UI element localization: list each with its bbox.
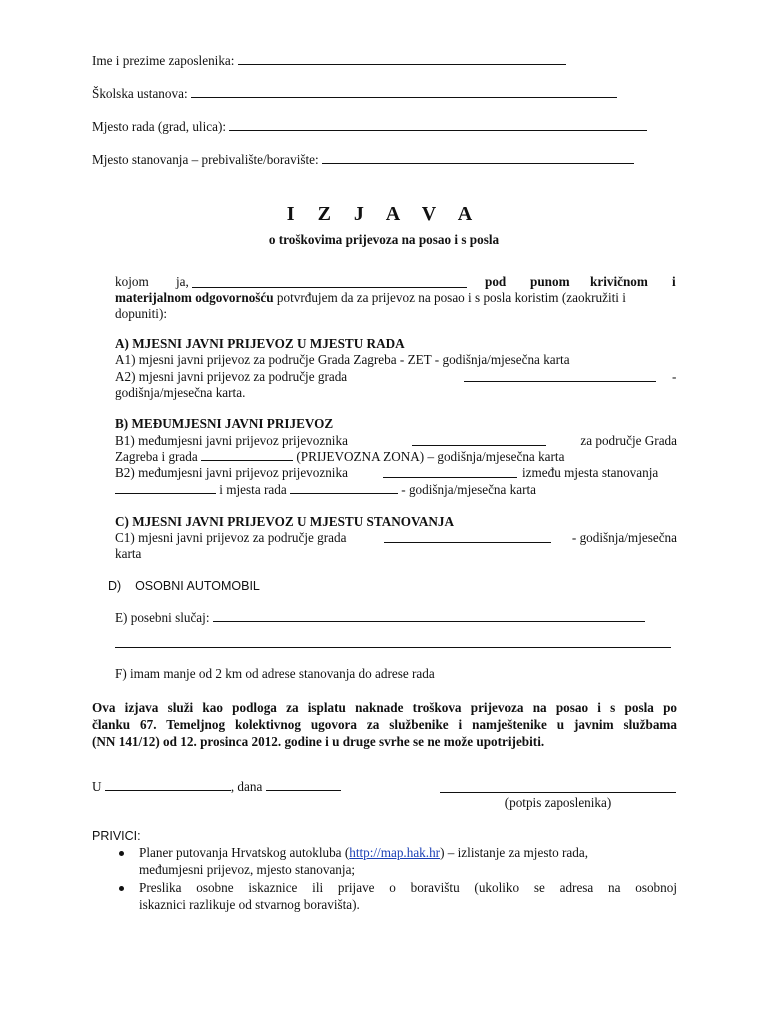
section-b2-karta: - godišnja/mjesečna karta — [401, 482, 537, 497]
section-b1-zagreb: Zagreba i grada — [115, 449, 198, 464]
hak-map-link[interactable]: http://map.hak.hr — [349, 845, 441, 860]
intro-i: i — [672, 274, 676, 289]
section-f[interactable]: F) imam manje od 2 km od adrese stanovanja do adrese rada — [115, 666, 435, 681]
workplace-field — [92, 119, 647, 135]
section-c1-continuation: karta — [115, 546, 142, 561]
section-d-car[interactable]: D) OSOBNI AUTOMOBIL — [108, 579, 260, 593]
signature-place-date — [92, 779, 341, 795]
intro-line3: dopuniti): — [115, 306, 168, 321]
workplace-label: Mjesto rada (grad, ulica): — [92, 119, 227, 134]
page-subtitle: o troškovima prijevoza na posao i s posla — [268, 232, 500, 247]
notice-line-2: članku 67. Temeljnog kolektivnog ugovora za službenike i namještenike u javnim službama — [92, 717, 677, 732]
section-b2-label[interactable]: B2) međumjesni javni prijevoz prijevoznika — [115, 465, 348, 480]
section-a2-label: A2) mjesni javni prijevoz za područje grada — [115, 369, 348, 384]
residence-blank[interactable] — [322, 162, 634, 164]
section-e-blank-line2[interactable] — [115, 646, 671, 648]
date-blank[interactable] — [266, 789, 341, 791]
section-e-label: E) posebni slučaj: — [115, 610, 210, 625]
intro-kriv: kriv — [590, 274, 614, 289]
section-a2-continuation: godišnja/mjesečna karta. — [115, 385, 246, 400]
attachment-1-post: ) – izlistanje za mjesto rada, — [440, 845, 588, 860]
section-a2-dash: - — [672, 369, 677, 384]
section-b2-right: između mjesta stanovanja — [522, 465, 659, 480]
section-b2-work-blank[interactable] — [290, 492, 398, 494]
section-a2-city-blank[interactable] — [464, 380, 656, 382]
employee-name-label: Ime i prezime zaposlenika: — [92, 53, 235, 68]
section-b1-label[interactable]: B1) međumjesni javni prijevoz prijevoznika — [115, 433, 348, 448]
notice-line-1: Ova izjava služi kao podloga za isplatu naknade troškova prijevoza na posao i s posla po — [92, 700, 677, 715]
section-b2-carrier-blank[interactable] — [383, 476, 517, 478]
section-e[interactable] — [115, 610, 645, 626]
section-b2-mjesta: i mjesta rada — [219, 482, 287, 497]
residence-label: Mjesto stanovanja – prebivalište/boravište: — [92, 152, 319, 167]
section-b2-line2 — [115, 482, 536, 498]
section-a-heading: A) MJESNI JAVNI PRIJEVOZ U MJESTU RADA — [115, 336, 405, 351]
intro-ja: ja, — [176, 274, 189, 289]
section-c-heading: C) MJESNI JAVNI PRIJEVOZ U MJESTU STANOVANJA — [115, 514, 454, 529]
signature-blank[interactable] — [440, 791, 676, 793]
employee-name-blank[interactable] — [238, 63, 566, 65]
employee-name-field — [92, 53, 566, 69]
section-c1-right: - godišnja/mjesečna — [571, 530, 677, 545]
section-c1-city-blank[interactable] — [384, 541, 551, 543]
section-a1[interactable]: A1) mjesni javni prijevoz za područje Grada Zagreba - ZET - godišnja/mjesečna karta — [115, 352, 570, 367]
section-b1-zone: (PRIJEVOZNA ZONA) – godišnja/mjesečna karta — [296, 449, 565, 464]
section-c1-label[interactable]: C1) mjesni javni prijevoz za područje grada — [115, 530, 347, 545]
page-title: I Z J A V A — [286, 203, 482, 225]
attachments-heading: PRIVICI: — [92, 829, 141, 843]
section-a2[interactable] — [115, 369, 347, 385]
workplace-blank[interactable] — [229, 129, 647, 131]
intro-punom: punom — [530, 274, 570, 289]
intro-krivicnom — [590, 274, 648, 290]
intro-pod: pod — [485, 274, 507, 289]
bullet-1 — [119, 851, 124, 856]
intro-rest1: potvrđujem da za prijevoz na posao i s posla koristim (zaokružiti i — [273, 290, 626, 305]
section-b-heading: B) MEĐUMJESNI JAVNI PRIJEVOZ — [115, 416, 334, 431]
attachment-2-line1: Preslika osobne iskaznice ili prijave o boravištu (ukoliko se adresa na osobnoj — [139, 880, 677, 895]
declarant-name-blank[interactable] — [192, 286, 467, 288]
residence-field — [92, 152, 634, 168]
signature-u: U — [92, 779, 102, 794]
attachment-2-line2: iskaznici razlikuje od stvarnog boravišta). — [139, 897, 360, 912]
section-b1-city-blank[interactable] — [201, 459, 293, 461]
signature-caption: (potpis zaposlenika) — [504, 795, 612, 810]
section-b1-line2 — [115, 449, 564, 465]
attachment-1-line1 — [139, 845, 588, 861]
section-b2-home-blank[interactable] — [115, 492, 216, 494]
intro-icnom: ičnom — [613, 274, 648, 289]
attachment-1-line2: međumjesni prijevoz, mjesto stanovanja; — [139, 862, 356, 877]
school-field — [92, 86, 617, 102]
intro-kojom: kojom — [115, 274, 149, 289]
section-e-blank[interactable] — [213, 620, 645, 622]
intro-bold-part: materijalnom odgovornošću — [115, 290, 274, 305]
place-blank[interactable] — [105, 789, 231, 791]
attachment-1-pre: Planer putovanja Hrvatskog autokluba ( — [139, 845, 350, 860]
school-label: Školska ustanova: — [92, 86, 188, 101]
school-blank[interactable] — [191, 96, 617, 98]
signature-dana: , dana — [230, 779, 263, 794]
section-b1-right: za područje Grada — [580, 433, 677, 448]
section-b1-carrier-blank[interactable] — [412, 444, 546, 446]
intro-line2 — [115, 290, 626, 306]
bullet-2 — [119, 886, 124, 891]
notice-line-3: (NN 141/12) od 12. prosinca 2012. godine i u druge svrhe se ne može upotrijebiti. — [92, 734, 545, 749]
